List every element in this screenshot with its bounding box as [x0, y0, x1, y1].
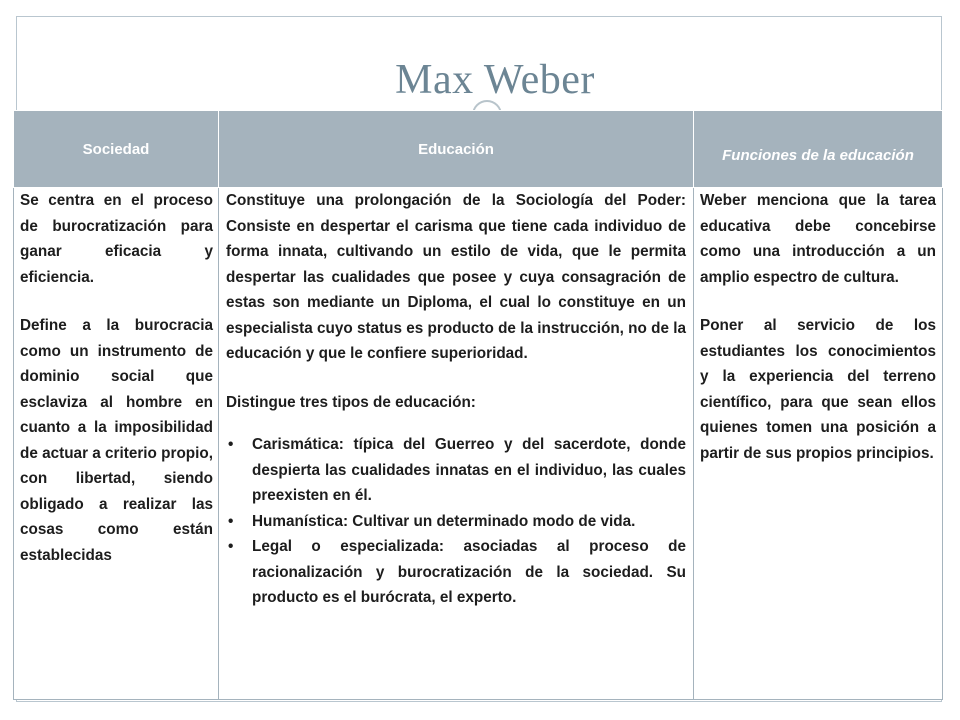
- bullet-icon: •: [228, 538, 234, 555]
- funciones-paragraph-2: Poner al servicio de los estudiantes los conocimientos y la experiencia del terreno científico, para que sean ellos quienes tomen una posición a partir de sus propios principios.: [700, 317, 936, 462]
- sociedad-paragraph-1: Se centra en el proceso de burocratización para ganar eficacia y eficiencia.: [20, 192, 213, 286]
- funciones-paragraph-1: Weber menciona que la tarea educativa debe concebirse como una introducción a un amplio espectro de cultura.: [700, 192, 936, 286]
- cell-educacion: [219, 188, 694, 700]
- table-header-row: [14, 111, 943, 188]
- list-item-text: Carismática: típica del Guerreo y del sacerdote, donde despierta las cualidades innatas en el individuo, las cuales preexisten en él.: [252, 436, 686, 504]
- educacion-paragraph-1: Constituye una prolongación de la Sociología del Poder: Consiste en despertar el carisma que tiene cada individuo de forma innata, cultivando un estilo de vida, que le permita despertar las cualidades que posee y cuya consagración de estas son mediante un Diploma, el cual lo constituye en un especialista cuyo status es producto de la instrucción, no de la educación y que le confiere superioridad.: [226, 192, 686, 362]
- list-item-text: Humanística: Cultivar un determinado modo de vida.: [252, 512, 636, 530]
- slide-title: Max Weber: [395, 57, 595, 103]
- list-item: [228, 432, 686, 509]
- comparison-table: [13, 110, 943, 700]
- header-funciones: [694, 111, 943, 188]
- header-funciones-label: Funciones de la educación: [722, 147, 914, 164]
- header-sociedad: Sociedad: [14, 111, 219, 188]
- educacion-paragraph-2: Distingue tres tipos de educación:: [226, 393, 476, 411]
- bullet-icon: •: [228, 512, 234, 530]
- cell-sociedad: [14, 188, 219, 700]
- sociedad-paragraph-2: Define a la burocracia como un instrumento de dominio social que esclaviza al hombre en cuanto a la imposibilidad de actuar a criterio propio, con libertad, siendo obligado a realizar las cosas como están establecidas: [20, 317, 213, 564]
- header-educacion: Educación: [219, 111, 694, 188]
- bullet-icon: •: [228, 436, 234, 453]
- table-row: [14, 188, 943, 700]
- list-item: [228, 534, 686, 611]
- education-types-list: [226, 432, 686, 611]
- cell-funciones: [694, 188, 943, 700]
- list-item-text: Legal o especializada: asociadas al proceso de racionalización y burocratización de la sociedad. Su producto es el burócrata, el experto.: [252, 538, 686, 606]
- content-table-container: [13, 110, 942, 700]
- list-item: [228, 509, 686, 535]
